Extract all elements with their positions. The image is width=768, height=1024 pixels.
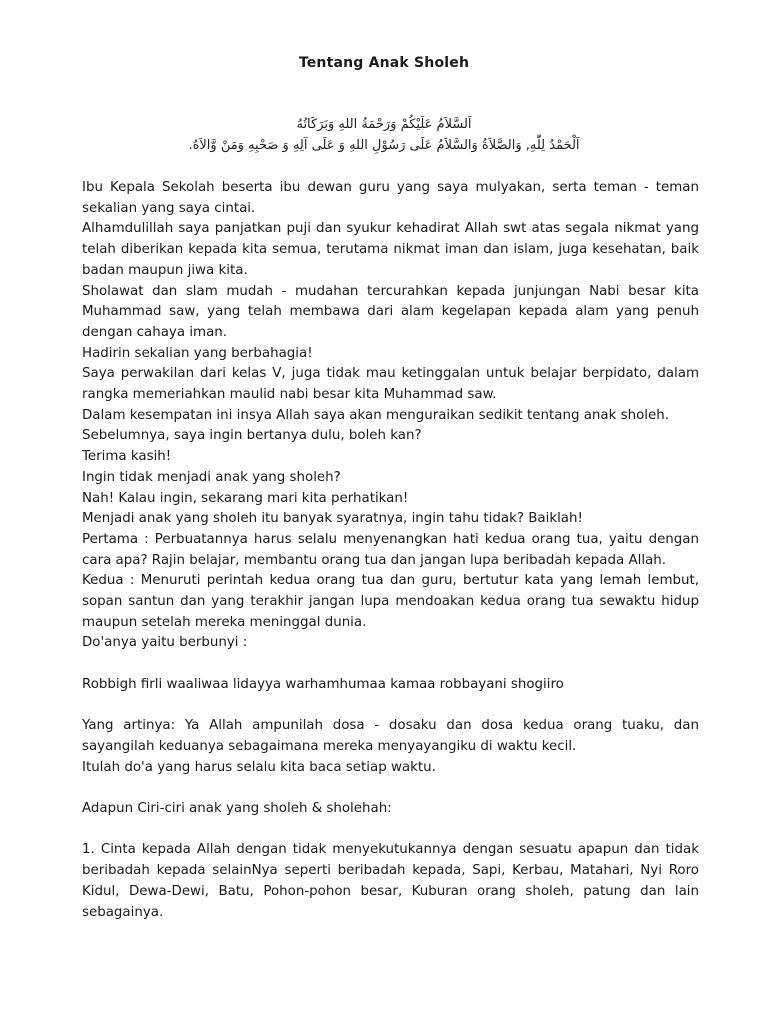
paragraph-ingin-tidak: Ingin tidak menjadi anak yang sholeh?: [82, 469, 341, 485]
spacer: [82, 778, 699, 799]
paragraph-alhamdulillah: Alhamdulillah saya panjatkan puji dan syukur kehadirat Allah swt atas segala nikmat yang telah diberikan kepada kita semua, terutama nikmat iman dan islam, juga kesehatan, baik badan maupun jiwa kita.: [82, 221, 699, 278]
paragraph-meaning: Yang artinya: Ya Allah ampunilah dosa - dosaku dan dosa kedua orang tuaku, dan sayangilah keduanya sebagaimana mereka menyayangiku di waktu kecil.: [82, 718, 699, 754]
spacer: [82, 654, 699, 675]
paragraph-sebelumnya: Sebelumnya, saya ingin bertanya dulu, boleh kan?: [82, 428, 422, 444]
characteristic-point-1: 1. Cinta kepada Allah dengan tidak menyekutukannya dengan sesuatu apapun dan tidak beribadah kepada selainNya seperti beribadah kepada, Sapi, Kerbau, Matahari, Nyi Roro Kidul, Dewa-Dewi, Batu, Pohon-pohon besar, Kuburan orang sholeh, patung dan lain sebagainya.: [82, 842, 699, 920]
paragraph-pertama: Pertama : Perbuatannya harus selalu menyenangkan hati kedua orang tua, yaitu dengan cara apa? Rajin belajar, membantu orang tua dan jangan lupa beribadah kepada Allah.: [82, 531, 699, 568]
spacer: [82, 696, 699, 717]
spacer: [82, 820, 699, 841]
doa-text: Robbigh firli waaliwaa lidayya warhamhumaa kamaa robbayani shogiiro: [82, 676, 564, 692]
characteristics-heading: Adapun Ciri-ciri anak yang sholeh & sholehah:: [82, 801, 392, 817]
arabic-opening: اَلْحَمْدُ لِلّٰهِ, وَالصَّلاَةُ وَالسَّلاَمُ عَلَى رَسُوْلِ اللهِ وَ عَلَى آلِهِ وَ صَحْبِهِ وَمَنْ وَّالاَهُ.: [188, 138, 580, 153]
paragraph-kesempatan: Dalam kesempatan ini insya Allah saya akan menguraikan sedikit tentang anak sholeh.: [82, 407, 669, 423]
page-title: Tentang Anak Sholeh: [298, 55, 470, 71]
document-body: [82, 178, 699, 923]
arabic-greeting: اَلسَّلاَمُ عَلَيْكُمْ وَرَحْمَةُ اللهِ وَبَرَكَاتُهُ: [296, 117, 472, 132]
paragraph-terima-kasih: Terima kasih!: [82, 449, 172, 465]
paragraph-perwakilan: Saya perwakilan dari kelas V, juga tidak mau ketinggalan untuk belajar berpidato, dalam rangka memeriahkan maulid nabi besar kita Muhammad saw.: [82, 366, 699, 403]
paragraph-doa-intro: Do'anya yaitu berbunyi :: [82, 635, 248, 651]
paragraph-kedua: Kedua : Menuruti perintah kedua orang tua dan guru, bertutur kata yang lemah lembut, sopan santun dan yang terakhir jangan lupa mendoakan kedua orang tua sewaktu hidup maupun setelah mereka meninggal dunia.: [82, 573, 699, 630]
paragraph-greeting: Ibu Kepala Sekolah beserta ibu dewan guru yang saya mulyakan, serta teman - teman sekalian yang saya cintai.: [82, 180, 699, 216]
paragraph-syarat: Menjadi anak yang sholeh itu banyak syaratnya, ingin tahu tidak? Baiklah!: [82, 511, 583, 527]
paragraph-hadirin: Hadirin sekalian yang berbahagia!: [82, 345, 313, 361]
paragraph-closing: Itulah do'a yang harus selalu kita baca setiap waktu.: [82, 759, 436, 775]
paragraph-nah: Nah! Kalau ingin, sekarang mari kita perhatikan!: [82, 490, 409, 506]
paragraph-sholawat: Sholawat dan slam mudah - mudahan tercurahkan kepada junjungan Nabi besar kita Muhammad saw, yang telah membawa dari alam kegelapan kepada alam yang penuh dengan cahaya iman.: [82, 283, 699, 340]
